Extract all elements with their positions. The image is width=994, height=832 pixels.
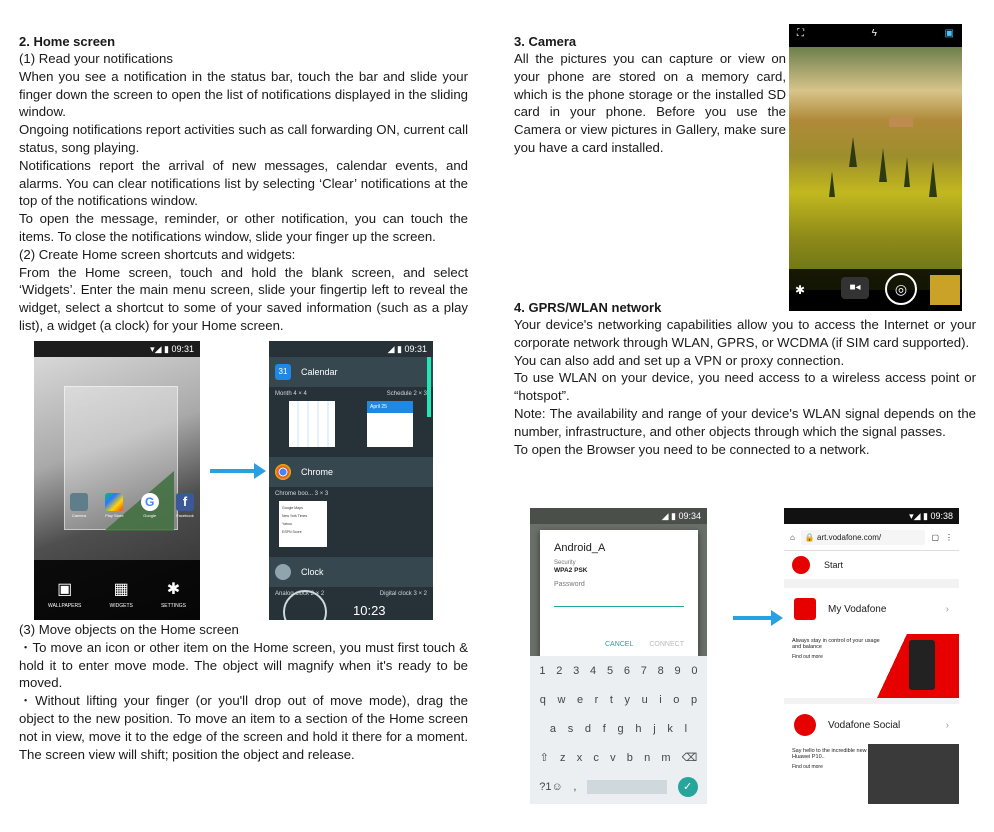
status-time: 09:34 — [678, 511, 701, 521]
vodafone-social-icon — [794, 714, 816, 736]
month-widget-preview[interactable] — [289, 401, 335, 447]
shutter-icon[interactable]: ◎ — [885, 273, 917, 305]
cypress-trees — [789, 47, 962, 290]
calendar-label: Calendar — [301, 367, 338, 377]
status-time: 09:38 — [930, 511, 953, 521]
vodafone-social-header — [784, 704, 959, 744]
calendar-icon — [275, 364, 291, 380]
chrome-icon — [275, 464, 291, 480]
app-label: Google — [143, 513, 157, 518]
move-para-1: ・To move an icon or other item on the Home screen, you must first touch & hold it to enter move mode. The object will magnify when it's ready to be moved. — [19, 639, 468, 691]
key[interactable]: w — [557, 693, 566, 706]
calendar-widget-previews — [269, 401, 433, 447]
camera-text-block — [514, 33, 786, 157]
key[interactable]: g — [617, 722, 624, 735]
read-notifications-heading: (1) Read your notifications — [19, 51, 173, 66]
keyboard — [530, 656, 707, 804]
key[interactable]: q — [539, 693, 546, 706]
panorama-icon[interactable]: ⛶ — [797, 28, 804, 39]
camera-controls — [789, 269, 962, 311]
facebook-icon: f — [176, 493, 194, 511]
key[interactable]: r — [594, 693, 599, 706]
google-icon: G — [141, 493, 159, 511]
wallpapers-label: WALLPAPERS — [48, 603, 82, 609]
vodafone-app-icon — [794, 598, 816, 620]
clock-icon — [275, 564, 291, 580]
chrome-bookmarks-label: Chrome boo... 3 × 3 — [275, 491, 329, 497]
status-bar: ◢ ▮ 09:34 — [530, 508, 707, 524]
key[interactable]: t — [609, 693, 613, 706]
key[interactable]: x — [576, 751, 583, 764]
home-icon[interactable]: ⌂ — [790, 532, 795, 542]
app-camera[interactable] — [64, 493, 94, 518]
gprs-para-2: You can also add and set up a VPN or proxy connection. — [514, 352, 845, 368]
key[interactable]: c — [593, 751, 599, 764]
camera-top-bar — [789, 24, 962, 43]
browser-vodafone-screenshot — [784, 508, 959, 804]
keyboard-row-1 — [530, 685, 707, 714]
key[interactable]: z — [560, 751, 566, 764]
wifi-connect-dialog — [540, 530, 698, 658]
widgets-button[interactable] — [110, 579, 133, 609]
gprs-para-4: Note: The availability and range of your device's WLAN signal depends on the number, infrastructure, and other objects through which the signal passes. — [514, 405, 976, 439]
play-store-icon — [105, 493, 123, 511]
connect-button[interactable]: CONNECT — [649, 641, 684, 648]
digital-clock-label: Digital clock 3 × 2 — [379, 591, 427, 597]
key[interactable]: u — [641, 693, 648, 706]
video-mode-icon[interactable]: ■◂ — [841, 277, 869, 299]
gprs-text-block — [514, 299, 976, 458]
bookmark-item: ESPN Score — [282, 530, 302, 534]
status-bar: ▾◢ ▮ 09:38 — [784, 508, 959, 524]
settings-label: SETTINGS — [160, 603, 186, 609]
keyboard-number-row — [530, 656, 707, 685]
chevron-right-icon: › — [945, 719, 949, 731]
digital-clock-preview[interactable]: 10:23 — [353, 603, 386, 618]
cancel-button[interactable]: CANCEL — [604, 641, 634, 648]
notif-para-4: To open the message, reminder, or other notification, you can touch the items. To close the notifications window, slide your finger up the screen. — [19, 211, 468, 244]
password-label: Password — [554, 581, 585, 588]
my-vodafone-card[interactable] — [784, 588, 959, 698]
gallery-icon[interactable]: ▣ — [944, 28, 954, 39]
key[interactable]: s — [567, 722, 574, 735]
key[interactable]: 3 — [573, 664, 580, 677]
lock-icon: 🔒 — [804, 532, 815, 542]
key[interactable]: 8 — [657, 664, 664, 677]
browser-toolbar — [784, 524, 959, 551]
vodafone-logo-icon — [792, 556, 810, 574]
vodafone-social-card[interactable] — [784, 704, 959, 804]
key[interactable]: n — [644, 751, 651, 764]
move-text-block — [19, 621, 468, 763]
arrow-right-icon — [733, 616, 771, 620]
camera-para: All the pictures you can capture or view on your phone are stored on a memory card, which is the phone storage or the installed SD card in your phone. Before you use the Camera or view pictures in Gallery, make sure you have a card installed. — [514, 51, 786, 155]
key[interactable]: p — [690, 693, 698, 706]
huawei-banner — [784, 744, 959, 804]
comma-key[interactable]: , — [573, 780, 577, 793]
huawei-promo-text: Say hello to the incredible new Huawei P10.. — [792, 748, 867, 760]
symbols-key[interactable]: ?1☺ — [539, 780, 563, 793]
key[interactable]: 6 — [623, 664, 630, 677]
schedule-date: April 25 — [367, 401, 413, 413]
key[interactable]: j — [653, 722, 656, 735]
app-label: Camera — [71, 513, 87, 518]
wallpaper-icon: ▣ — [57, 581, 73, 598]
url-bar[interactable] — [801, 530, 926, 545]
key[interactable]: k — [667, 722, 673, 735]
flash-icon[interactable]: ϟ — [871, 28, 877, 39]
key[interactable]: v — [610, 751, 616, 764]
wlan-password-screenshot — [530, 508, 707, 804]
gprs-para-3: To use WLAN on your device, you need access to a wireless access point or “hotspot”. — [514, 370, 976, 404]
start-bar — [784, 551, 959, 579]
status-time: 09:31 — [171, 344, 194, 354]
schedule-widget-label: Schedule 2 × 3 — [386, 391, 427, 397]
promo-banner — [784, 634, 959, 698]
network-name: Android_A — [554, 542, 606, 554]
analog-clock-label: Analog clock 2 × 2 — [275, 591, 325, 597]
notif-para-2: Ongoing notifications report activities such as call forwarding ON, current call status, song playing. — [19, 122, 468, 155]
key[interactable]: 4 — [590, 664, 597, 677]
gprs-para-1: Your device's networking capabilities allow you to access the Internet or your corporate network through WLAN, GPRS, or WCDMA (if SIM card supported). — [514, 317, 976, 350]
camera-viewfinder[interactable] — [789, 47, 962, 290]
notif-para-3: Notifications report the arrival of new messages, calendar events, and alarms. You can clear notifications list by selecting ‘Clear’ notifications at the top of the notifications window. — [19, 157, 468, 209]
gprs-para-5: To open the Browser you need to be connected to a network. — [514, 441, 870, 457]
done-key-icon[interactable]: ✓ — [678, 777, 698, 797]
chrome-bookmarks-preview[interactable] — [279, 501, 327, 547]
chrome-widget-sizes — [269, 487, 433, 501]
settings-icon[interactable]: ✱ — [795, 283, 806, 297]
key[interactable]: 1 — [539, 664, 546, 677]
url-text: art.vodafone.com/ — [817, 532, 882, 542]
chrome-widget-header — [269, 457, 433, 487]
my-vodafone-header — [784, 588, 959, 628]
chevron-right-icon: › — [945, 603, 949, 615]
move-objects-heading: (3) Move objects on the Home screen — [19, 622, 239, 637]
promo-text: Always stay in control of your usage and balance — [792, 638, 880, 650]
start-label: Start — [824, 560, 844, 570]
key[interactable]: b — [626, 751, 633, 764]
arrow-right-icon — [210, 469, 254, 473]
settings-button[interactable] — [161, 579, 186, 609]
widgets-label: WIDGETS — [109, 603, 133, 609]
key[interactable]: 9 — [674, 664, 681, 677]
home-screen-screenshot — [34, 341, 200, 620]
key[interactable]: i — [659, 693, 662, 706]
keyboard-row-3 — [530, 743, 707, 772]
clock-widget-header — [269, 557, 433, 587]
tabs-icon[interactable]: ▢ — [931, 532, 939, 542]
key[interactable]: 0 — [691, 664, 698, 677]
widgets-screenshot — [269, 341, 433, 620]
schedule-widget-preview[interactable] — [367, 401, 413, 447]
move-para-2: ・Without lifting your finger (or you'll drop out of move mode), drag the object to the new position. To move an item to a section of the Home screen not in view, move it to the edge of the screen and hold it there for a moment. The screen view will shift; position the object and release. — [19, 693, 468, 762]
gallery-thumbnail[interactable] — [930, 275, 960, 305]
key[interactable]: l — [684, 722, 688, 735]
notif-para-1: When you see a notification in the status bar, touch the bar and slide your finger down the screen to open the list of notifications displayed in the sliding window. — [19, 68, 468, 120]
left-text-block — [19, 33, 468, 335]
camera-app-icon — [70, 493, 88, 511]
security-label: Security — [554, 560, 576, 566]
shortcuts-para: From the Home screen, touch and hold the blank screen, and select ‘Widgets’. Enter the main menu screen, slide your fingertip left to reveal the widget, select a shortcut to some of your saved information (such as a play list), a widget (a clock) for your Home screen. — [19, 264, 468, 333]
key[interactable]: a — [549, 722, 556, 735]
password-input[interactable] — [554, 602, 684, 607]
dialog-actions — [605, 641, 684, 648]
space-key[interactable] — [587, 780, 667, 794]
key[interactable]: y — [624, 693, 631, 706]
key[interactable]: e — [576, 693, 584, 706]
find-out-more-link[interactable]: Find out more — [792, 764, 823, 770]
keyboard-row-2 — [530, 714, 707, 743]
phone-image — [909, 640, 935, 690]
keyboard-bottom-row — [530, 772, 707, 801]
app-label: Facebook — [176, 513, 194, 518]
key[interactable]: m — [661, 751, 671, 764]
calendar-widget-sizes — [269, 387, 433, 401]
bookmark-item: Yahoo — [282, 522, 292, 526]
find-out-more-link[interactable]: Find out more — [792, 654, 823, 660]
clock-label: Clock — [301, 567, 324, 577]
my-vodafone-label: My Vodafone — [828, 603, 887, 615]
home-screen-heading: 2. Home screen — [19, 34, 116, 49]
status-bar: ◢ ▮ 09:31 — [269, 341, 433, 357]
wallpapers-button[interactable] — [48, 579, 81, 609]
app-google[interactable] — [135, 493, 165, 518]
camera-screenshot — [789, 24, 962, 311]
status-time: 09:31 — [404, 344, 427, 354]
security-value: WPA2 PSK — [554, 567, 588, 574]
key[interactable]: 5 — [606, 664, 614, 677]
app-label: Play Store — [105, 513, 124, 518]
vodafone-social-label: Vodafone Social — [828, 719, 901, 731]
key[interactable]: h — [635, 722, 642, 735]
key[interactable]: d — [584, 722, 592, 735]
menu-icon[interactable]: ⋮ — [945, 532, 953, 542]
settings-icon: ✱ — [166, 581, 181, 598]
scroll-indicator — [427, 357, 431, 417]
calendar-icon-num: 31 — [278, 367, 288, 376]
key[interactable]: f — [602, 722, 606, 735]
key[interactable]: 2 — [556, 664, 563, 677]
key[interactable]: 7 — [640, 664, 647, 677]
chrome-label: Chrome — [301, 467, 334, 477]
gprs-heading: 4. GPRS/WLAN network — [514, 300, 662, 315]
bookmark-item: New York Times — [282, 514, 308, 518]
bookmark-item: Google Maps — [282, 506, 303, 510]
home-options-bar — [34, 560, 200, 620]
month-widget-label: Month 4 × 4 — [275, 391, 307, 397]
status-bar: ▾◢ ▮ 09:31 — [150, 344, 194, 354]
app-play-store[interactable] — [99, 493, 129, 518]
app-row — [64, 493, 200, 518]
app-facebook[interactable] — [170, 493, 200, 518]
key[interactable]: o — [673, 693, 680, 706]
camera-heading: 3. Camera — [514, 34, 577, 49]
create-shortcuts-heading: (2) Create Home screen shortcuts and widgets: — [19, 246, 296, 262]
widgets-icon: ▦ — [113, 581, 129, 598]
backspace-key-icon[interactable]: ⌫ — [681, 752, 698, 764]
calendar-widget-header — [269, 357, 433, 387]
shift-key-icon[interactable]: ⇧ — [539, 752, 549, 764]
